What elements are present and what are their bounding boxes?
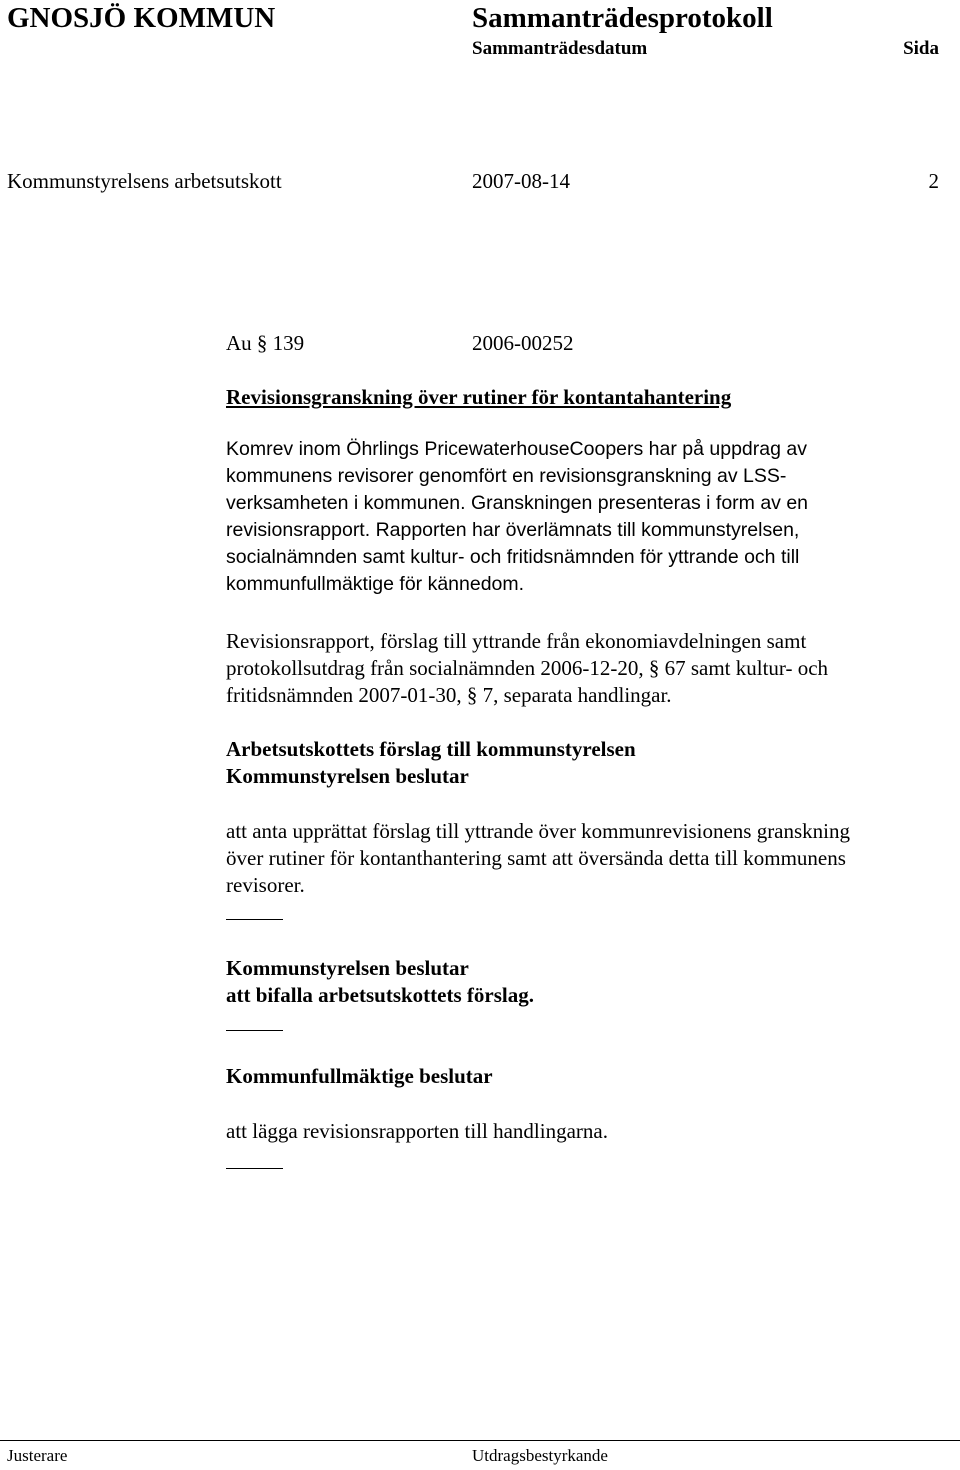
kf-heading-section xyxy=(226,1063,936,1090)
basis-line: fritidsnämnden 2007-01-30, § 7, separata handlingar. xyxy=(226,683,672,707)
case-number: 2006-00252 xyxy=(472,331,574,355)
decision-line: revisorer. xyxy=(226,873,305,897)
page-label: Sida xyxy=(903,38,939,59)
description-line: verksamheten i kommunen. Granskningen presenteras i form av en xyxy=(226,492,809,514)
kf-heading: Kommunfullmäktige beslutar xyxy=(226,1064,493,1088)
description-line: kommunfullmäktige för kännedom. xyxy=(226,573,525,595)
decision-line: över rutiner för kontanthantering samt att översända detta till kommunens xyxy=(226,846,846,870)
description-line: Komrev inom Öhrlings PricewaterhouseCoopers har på uppdrag av xyxy=(226,438,807,460)
document-type: Sammanträdesprotokoll xyxy=(472,2,773,34)
decision-basis xyxy=(226,628,936,709)
proposal-subheading: Kommunstyrelsen beslutar xyxy=(226,764,469,788)
meeting-date: 2007-08-14 xyxy=(472,169,570,193)
description-line: kommunens revisorer genomfört en revisionsgranskning av LSS- xyxy=(226,465,787,487)
section-divider xyxy=(226,919,283,920)
basis-line: protokollsutdrag från socialnämnden 2006-12-20, § 67 samt kultur- och xyxy=(226,656,829,680)
description-line: socialnämnden samt kultur- och fritidsnämnden för yttrande och till xyxy=(226,546,800,568)
decision-line: att anta upprättat förslag till yttrande över kommunrevisionens granskning xyxy=(226,819,851,843)
section-divider xyxy=(226,1168,283,1169)
proposal-heading: Arbetsutskottets förslag till kommunstyrelsen xyxy=(226,737,636,761)
page-number: 2 xyxy=(928,169,939,193)
basis-line: Revisionsrapport, förslag till yttrande från ekonomiavdelningen samt xyxy=(226,629,807,653)
adjuster-label: Justerare xyxy=(7,1446,68,1465)
ks-decision: att bifalla arbetsutskottets förslag. xyxy=(226,983,534,1007)
kf-decision: att lägga revisionsrapporten till handlingarna. xyxy=(226,1119,608,1143)
proposal-decision xyxy=(226,818,936,899)
ks-heading: Kommunstyrelsen beslutar xyxy=(226,956,469,980)
org-name: GNOSJÖ KOMMUN xyxy=(7,2,276,34)
extract-certification-label: Utdragsbestyrkande xyxy=(472,1446,608,1465)
proposal-section xyxy=(226,736,936,790)
description-line: revisionsrapport. Rapporten har överlämnats till kommunstyrelsen, xyxy=(226,519,800,541)
footer-rule xyxy=(0,1440,960,1441)
item-title: Revisionsgranskning över rutiner för kontantahantering xyxy=(226,385,732,409)
ks-decision-section xyxy=(226,955,936,1009)
item-description xyxy=(226,436,936,598)
kf-decision-section xyxy=(226,1118,936,1145)
paragraph-id: Au § 139 xyxy=(226,331,305,355)
committee-name: Kommunstyrelsens arbetsutskott xyxy=(7,169,282,193)
meeting-date-label: Sammanträdesdatum xyxy=(472,38,648,59)
section-divider xyxy=(226,1030,283,1031)
